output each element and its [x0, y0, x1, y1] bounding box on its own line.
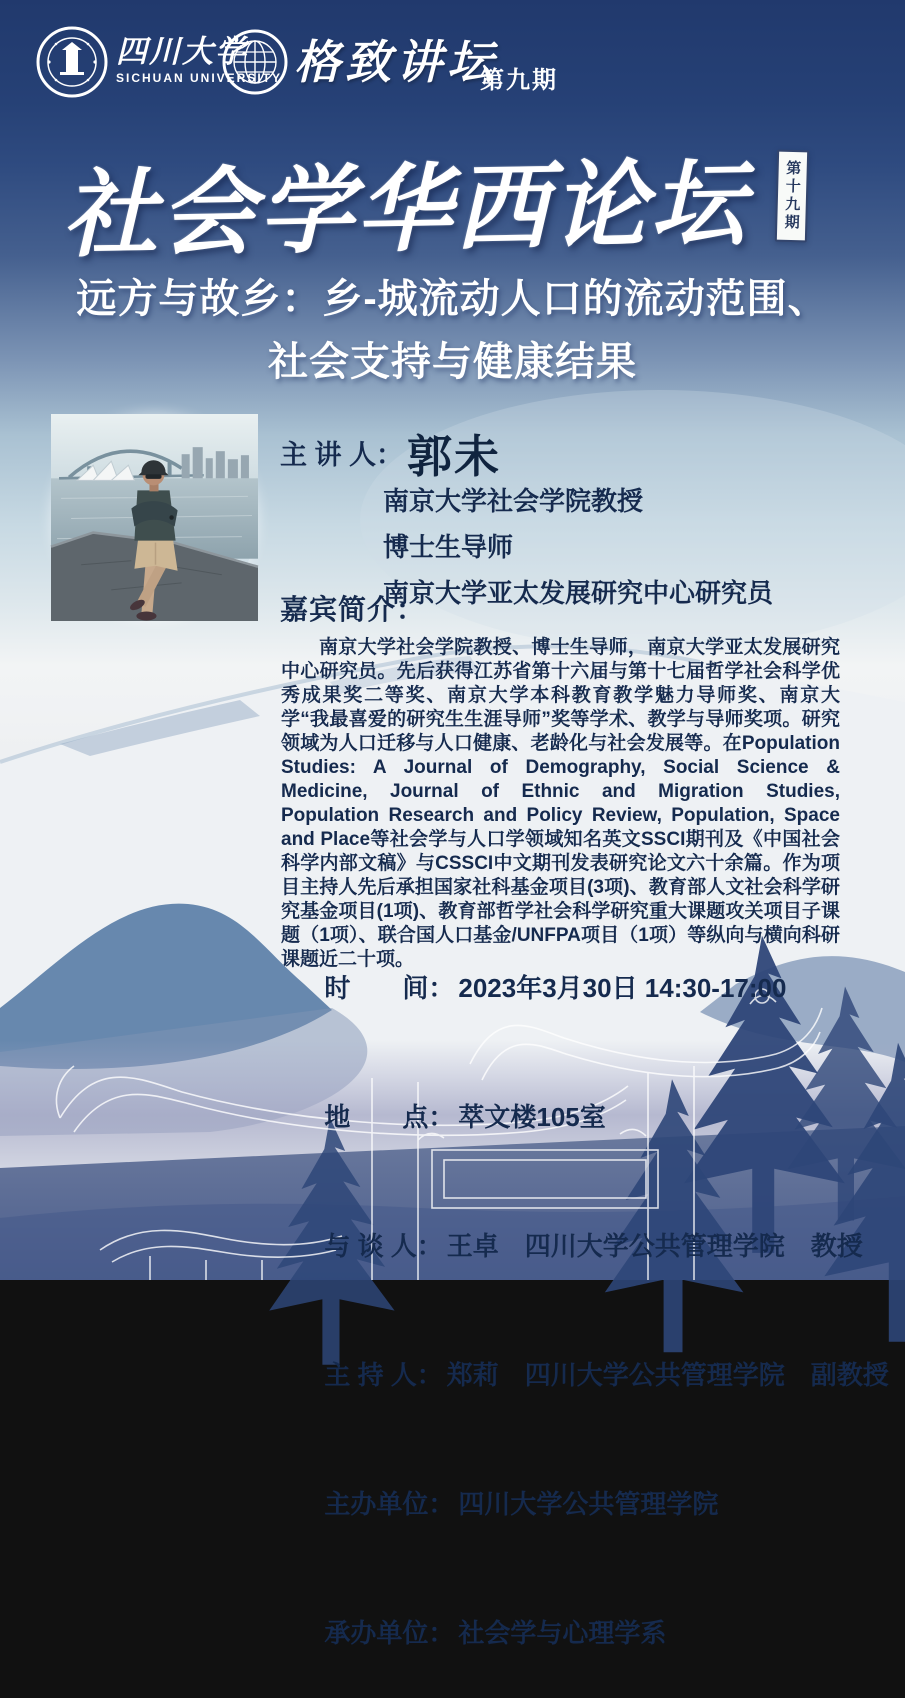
speaker-name: 郭未	[407, 431, 502, 482]
detail-discussant	[281, 1182, 889, 1311]
detail-discussant-value: 王卓 四川大学公共管理学院 教授	[446, 1231, 863, 1261]
detail-organizer	[281, 1440, 889, 1569]
detail-host-label: 主 持 人：	[324, 1360, 443, 1390]
speaker-title-2: 博士生导师	[383, 532, 514, 562]
detail-co-organizer	[281, 1569, 889, 1698]
detail-organizer-value: 四川大学公共管理学院	[458, 1489, 719, 1519]
bio-heading: 嘉宾简介：	[280, 594, 426, 625]
university-name-cn: 四川大学	[116, 34, 248, 69]
school-globe-emblem-icon	[222, 29, 288, 95]
bio-paragraph: 南京大学社会学院教授、博士生导师，南京大学亚太发展研究中心研究员。先后获得江苏省第十六届与第十七届哲学社会科学优秀成果奖二等奖、南京大学本科教育教学魅力导师奖、南京大学“我最喜爱的研究生生涯导师”奖等学术、教学与导师奖项。研究领域为人口迁移与人口健康、老龄化与社会发展等。在Population Studies: A Journal of Demography, Social Science & Medicine, Journal of Ethnic and Migration Studies, Population Research and Policy Review, Population, Space and Place等社会学与人口学领域知名英文SSCI期刊及《中国社会科学内部文稿》与CSSCI中文期刊发表研究论文六十余篇。作为项目主持人先后承担国家社科基金项目(3项)、教育部人文社会科学研究基金项目(1项)、教育部哲学社会科学研究重大课题攻关项目子课题（1项）、联合国人口基金/UNFPA项目（1项）等纵向与横向科研课题近二十项。	[281, 637, 840, 970]
speaker-title-3: 南京大学亚太发展研究中心研究员	[383, 578, 774, 608]
lecture-title-line1: 远方与故乡：乡-城流动人口的流动范围、	[76, 277, 829, 321]
detail-location-value: 萃文楼105室	[458, 1102, 606, 1132]
forum-name-calligraphy: 格致讲坛	[294, 36, 498, 88]
speaker-photo	[51, 414, 258, 621]
main-title: 社会学华西论坛	[61, 151, 750, 269]
detail-discussant-label: 与 谈 人：	[324, 1231, 443, 1261]
speaker-row	[280, 420, 501, 485]
lecture-title-line2: 社会支持与健康结果	[268, 340, 637, 384]
detail-co-organizer-label: 承办单位：	[324, 1618, 455, 1648]
forum-session-number: 第九期	[480, 67, 558, 94]
speaker-titles	[383, 478, 773, 616]
event-details	[281, 924, 889, 1698]
speaker-label: 主 讲 人：	[280, 440, 404, 470]
sichuan-university-seal-icon	[36, 26, 108, 98]
lecture-title	[20, 268, 885, 394]
detail-location	[281, 1053, 889, 1182]
university-name-en: SICHUAN UNIVERSITY	[116, 71, 283, 85]
detail-time-label: 时 间：	[324, 973, 455, 1003]
detail-organizer-label: 主办单位：	[324, 1489, 455, 1519]
detail-host-value: 郑莉 四川大学公共管理学院 副教授	[446, 1360, 889, 1390]
speaker-title-1: 南京大学社会学院教授	[383, 486, 644, 516]
detail-co-organizer-value: 社会学与心理学系	[458, 1618, 667, 1648]
detail-host	[281, 1311, 889, 1440]
detail-time-value: 2023年3月30日 14:30-17:00	[458, 973, 787, 1003]
detail-time	[281, 924, 889, 1053]
detail-location-label: 地 点：	[324, 1102, 455, 1132]
session-vertical-badge: 第十九期	[775, 150, 809, 243]
